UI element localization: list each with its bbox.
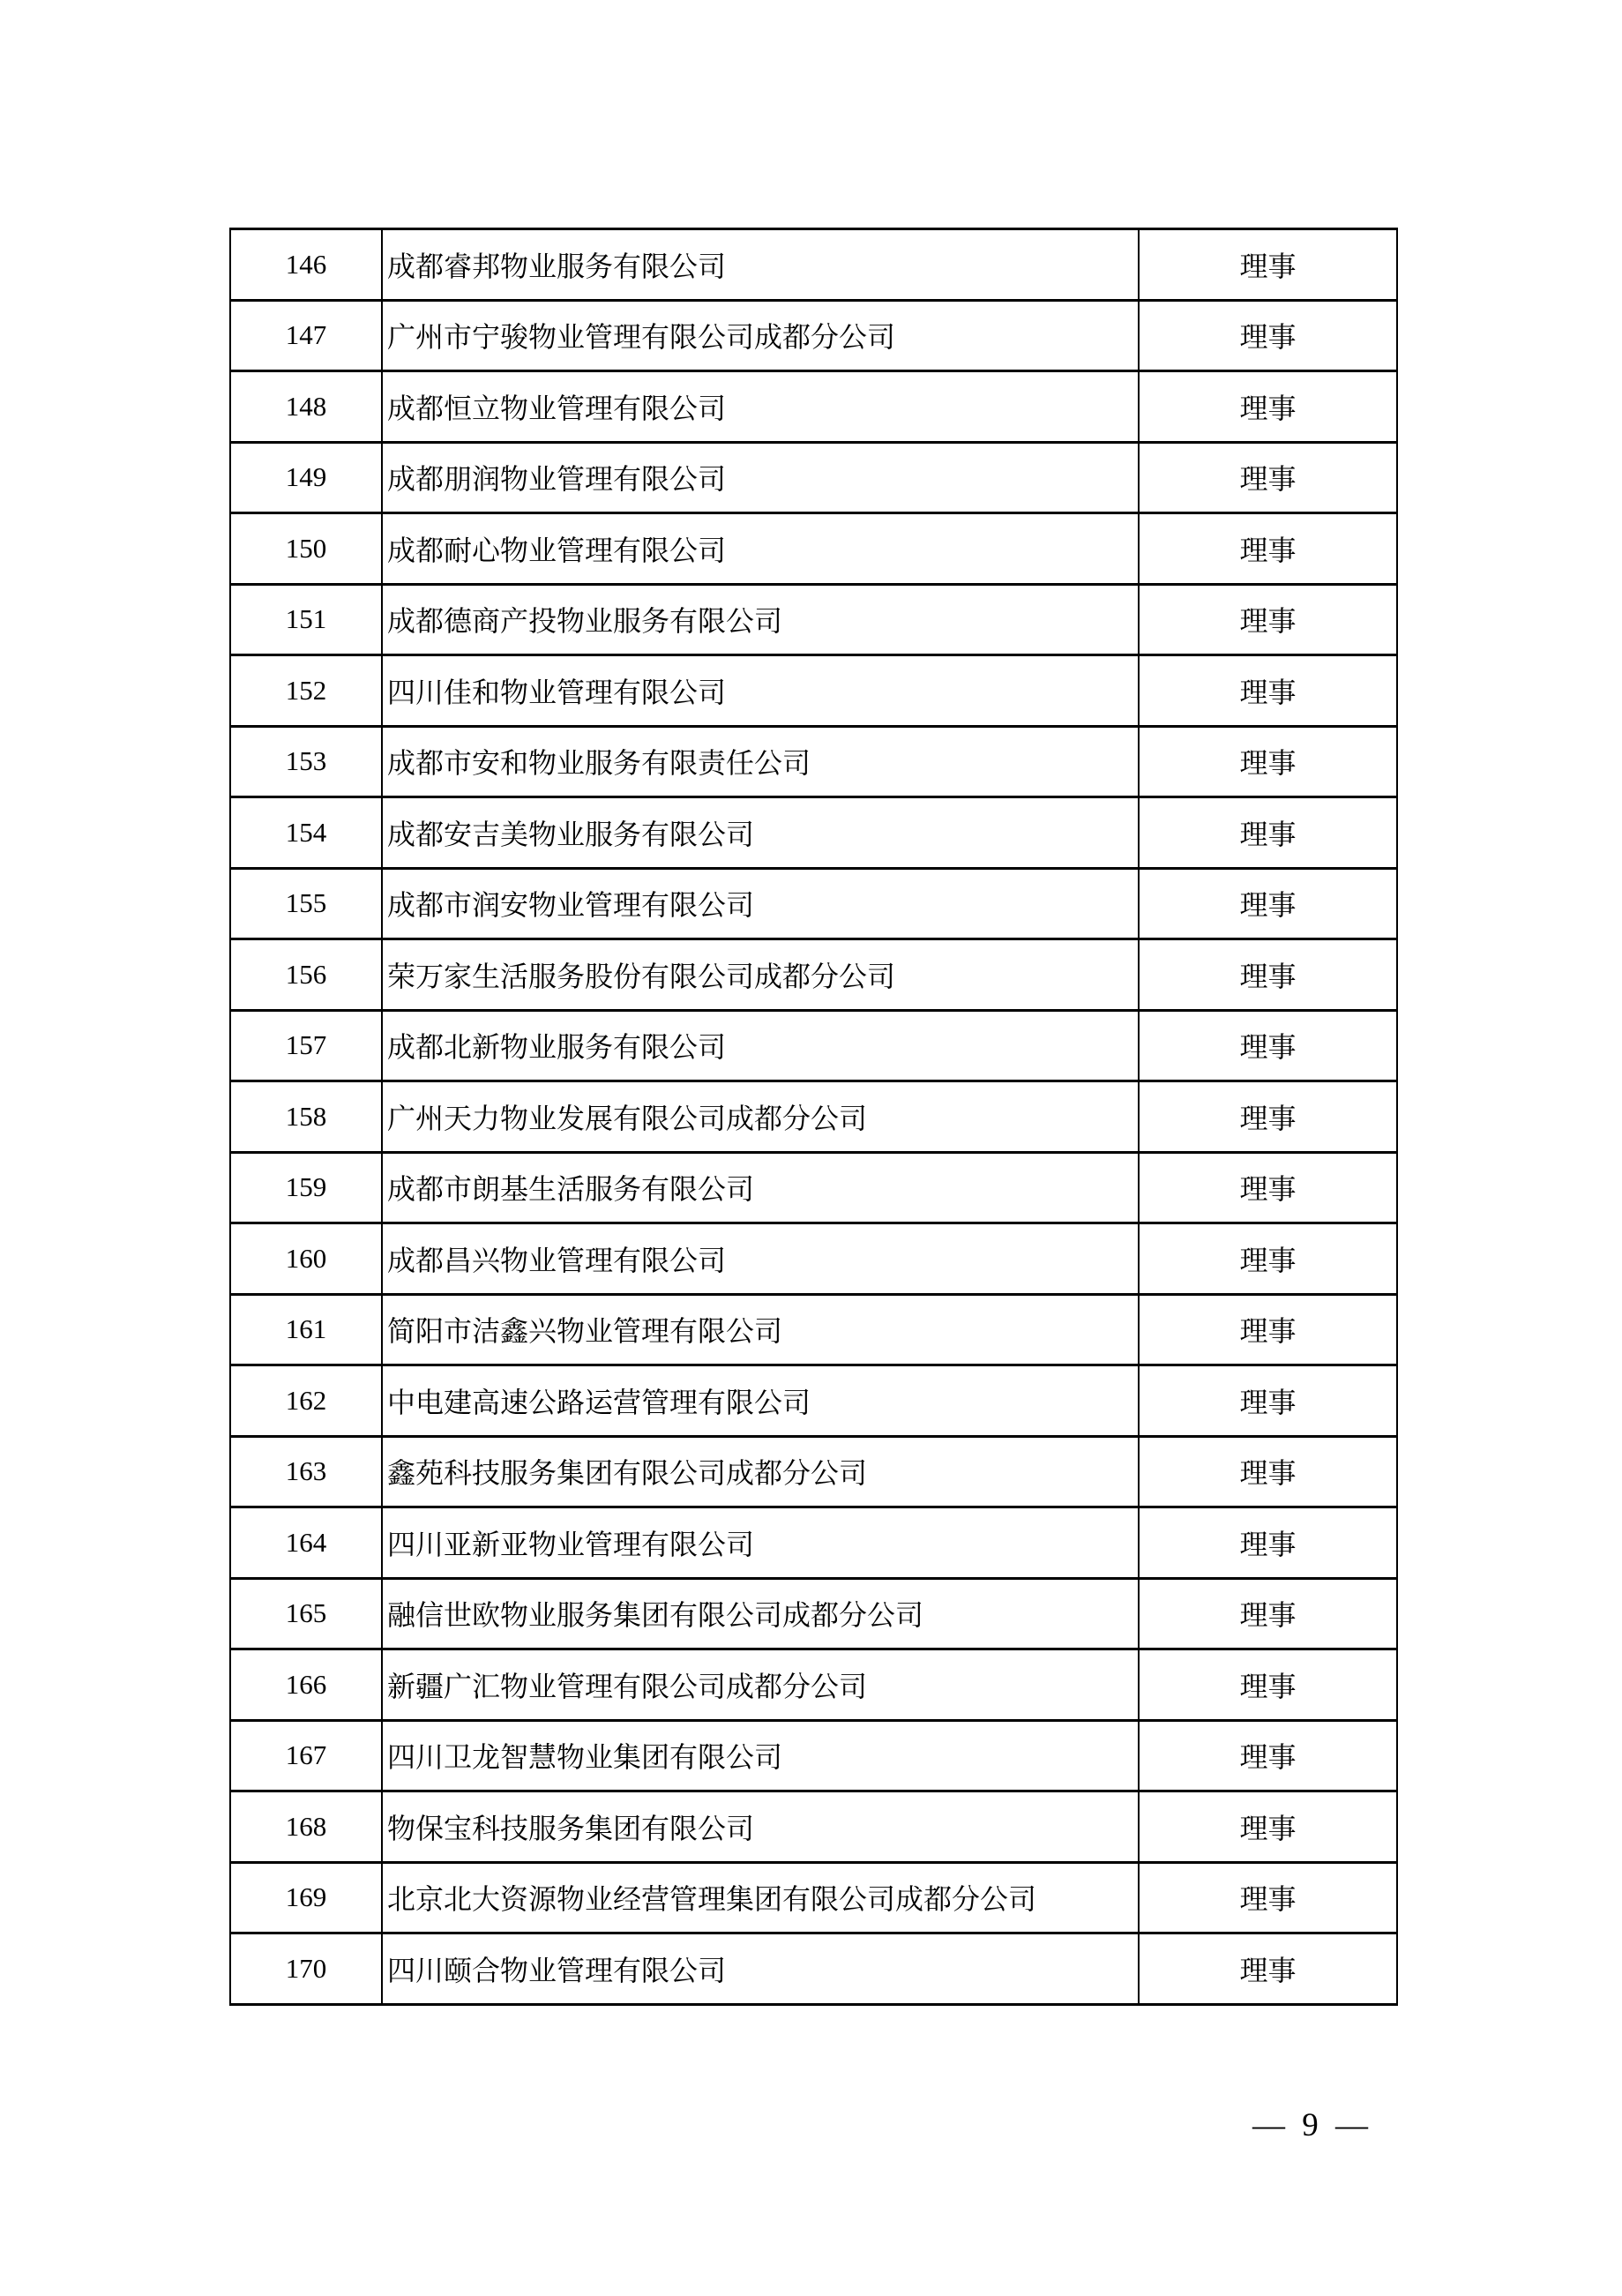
member-role-cell: 理事 [1139,1294,1397,1365]
table-row [230,1862,1397,1933]
table-row [230,1578,1397,1649]
table-row [230,1294,1397,1365]
table-row [230,584,1397,655]
row-index-cell: 146 [230,229,382,301]
member-list-body [230,229,1397,2005]
row-index-cell: 155 [230,868,382,939]
company-name-cell: 成都北新物业服务有限公司 [382,1010,1139,1081]
member-role-cell: 理事 [1139,1081,1397,1153]
table-row [230,513,1397,585]
member-role-cell: 理事 [1139,371,1397,443]
table-row [230,300,1397,371]
row-index-cell: 156 [230,939,382,1011]
page-number: — 9 — [1252,2107,1368,2143]
company-name-cell: 简阳市洁鑫兴物业管理有限公司 [382,1294,1139,1365]
row-index-cell: 161 [230,1294,382,1365]
member-role-cell: 理事 [1139,442,1397,513]
member-role-cell: 理事 [1139,1720,1397,1791]
member-role-cell: 理事 [1139,1152,1397,1223]
company-name-cell: 成都市安和物业服务有限责任公司 [382,726,1139,797]
company-name-cell: 中电建高速公路运营管理有限公司 [382,1365,1139,1437]
table-row [230,868,1397,939]
company-name-cell: 广州天力物业发展有限公司成都分公司 [382,1081,1139,1153]
company-name-cell: 四川颐合物业管理有限公司 [382,1933,1139,2005]
table-row [230,371,1397,443]
table-row [230,939,1397,1011]
member-role-cell: 理事 [1139,1649,1397,1721]
member-role-cell: 理事 [1139,1010,1397,1081]
row-index-cell: 147 [230,300,382,371]
table-row [230,797,1397,869]
member-role-cell: 理事 [1139,1578,1397,1649]
table-row [230,229,1397,301]
member-role-cell: 理事 [1139,868,1397,939]
member-role-cell: 理事 [1139,584,1397,655]
row-index-cell: 163 [230,1436,382,1507]
company-name-cell: 融信世欧物业服务集团有限公司成都分公司 [382,1578,1139,1649]
company-name-cell: 成都昌兴物业管理有限公司 [382,1223,1139,1295]
row-index-cell: 168 [230,1791,382,1863]
row-index-cell: 153 [230,726,382,797]
table-row [230,1720,1397,1791]
company-name-cell: 成都市朗基生活服务有限公司 [382,1152,1139,1223]
company-name-cell: 成都朋润物业管理有限公司 [382,442,1139,513]
company-name-cell: 成都恒立物业管理有限公司 [382,371,1139,443]
table-row [230,442,1397,513]
member-role-cell: 理事 [1139,1507,1397,1579]
company-name-cell: 荣万家生活服务股份有限公司成都分公司 [382,939,1139,1011]
row-index-cell: 162 [230,1365,382,1437]
row-index-cell: 152 [230,655,382,727]
row-index-cell: 164 [230,1507,382,1579]
member-role-cell: 理事 [1139,797,1397,869]
member-role-cell: 理事 [1139,300,1397,371]
row-index-cell: 148 [230,371,382,443]
table-row [230,1365,1397,1437]
table-row [230,1010,1397,1081]
table-row [230,1223,1397,1295]
table-row [230,1933,1397,2005]
row-index-cell: 159 [230,1152,382,1223]
table-row [230,1507,1397,1579]
member-role-cell: 理事 [1139,1223,1397,1295]
table-row [230,1081,1397,1153]
company-name-cell: 成都安吉美物业服务有限公司 [382,797,1139,869]
company-name-cell: 四川亚新亚物业管理有限公司 [382,1507,1139,1579]
company-name-cell: 物保宝科技服务集团有限公司 [382,1791,1139,1863]
table-row [230,1791,1397,1863]
company-name-cell: 新疆广汇物业管理有限公司成都分公司 [382,1649,1139,1721]
member-role-cell: 理事 [1139,513,1397,585]
company-name-cell: 鑫苑科技服务集团有限公司成都分公司 [382,1436,1139,1507]
table-row [230,655,1397,727]
company-name-cell: 成都德商产投物业服务有限公司 [382,584,1139,655]
company-name-cell: 四川卫龙智慧物业集团有限公司 [382,1720,1139,1791]
row-index-cell: 166 [230,1649,382,1721]
company-name-cell: 广州市宁骏物业管理有限公司成都分公司 [382,300,1139,371]
row-index-cell: 151 [230,584,382,655]
member-role-cell: 理事 [1139,1791,1397,1863]
row-index-cell: 170 [230,1933,382,2005]
member-role-cell: 理事 [1139,1436,1397,1507]
table-row [230,1436,1397,1507]
company-name-cell: 四川佳和物业管理有限公司 [382,655,1139,727]
table-row [230,1152,1397,1223]
member-role-cell: 理事 [1139,1365,1397,1437]
row-index-cell: 169 [230,1862,382,1933]
row-index-cell: 165 [230,1578,382,1649]
company-name-cell: 成都睿邦物业服务有限公司 [382,229,1139,301]
member-role-cell: 理事 [1139,1862,1397,1933]
member-role-cell: 理事 [1139,726,1397,797]
member-list-table [229,228,1398,2006]
member-role-cell: 理事 [1139,655,1397,727]
company-name-cell: 北京北大资源物业经营管理集团有限公司成都分公司 [382,1862,1139,1933]
company-name-cell: 成都耐心物业管理有限公司 [382,513,1139,585]
row-index-cell: 167 [230,1720,382,1791]
row-index-cell: 149 [230,442,382,513]
member-role-cell: 理事 [1139,939,1397,1011]
row-index-cell: 157 [230,1010,382,1081]
row-index-cell: 158 [230,1081,382,1153]
row-index-cell: 160 [230,1223,382,1295]
row-index-cell: 154 [230,797,382,869]
table-row [230,726,1397,797]
row-index-cell: 150 [230,513,382,585]
member-role-cell: 理事 [1139,1933,1397,2005]
table-row [230,1649,1397,1721]
member-role-cell: 理事 [1139,229,1397,301]
company-name-cell: 成都市润安物业管理有限公司 [382,868,1139,939]
